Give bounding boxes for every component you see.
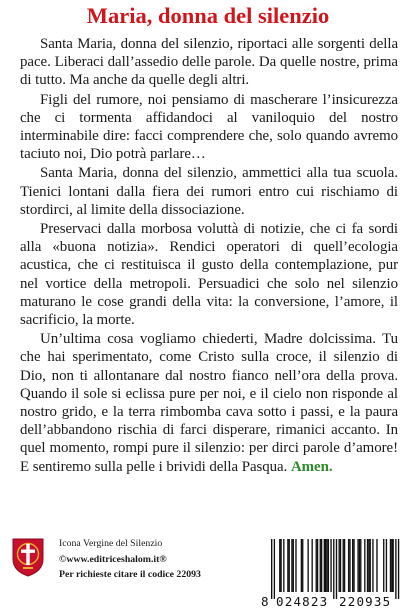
barcode-bar (280, 539, 281, 592)
barcode-bar (376, 539, 377, 592)
barcode-bar (357, 539, 358, 592)
barcode-bar (312, 539, 313, 592)
barcode-bar (393, 539, 394, 592)
barcode-bar (328, 539, 329, 592)
barcode-bar (364, 539, 365, 592)
barcode-bar (391, 539, 392, 592)
barcode-bar (326, 539, 327, 592)
barcode-bar (274, 539, 275, 599)
barcode-bar (295, 539, 296, 592)
barcode-bar (368, 539, 369, 592)
paragraph-3: Santa Maria, donna del silenzio, ammettici alla tua scuola. Tienici lontani dalla fiera dei rumori entro cui rischiamo di stordirci, al limite della dissociazione. (20, 165, 398, 218)
paragraph-2: Figli del rumore, noi pensiamo di mascherare l’insicurezza che ci tormenta affidandoci al vaniloquio del nostro interminabile dire: facci comprendere che, solo quando avremo taciuto noi, Dio potrà parlare… (20, 91, 398, 163)
paragraph-4: Preservaci dalla morbosa voluttà di notizie, che ci fa sordi alla «buona notizia». Rendici operatori di quell’ecologia acustica, che ci restituisca il gusto della contemplazione, pur nel vortice della metropoli. Persuadici che solo nel silenzio maturano le cose grandi della vita: la conversione, l’amore, il sacrificio, la morte. (20, 221, 398, 329)
barcode-bar (289, 539, 290, 592)
barcode-bar (343, 539, 344, 592)
barcode-bar (339, 539, 340, 592)
barcode-left-digits: 024823 (276, 594, 329, 609)
barcode-bar (336, 539, 337, 599)
barcode-bar (320, 539, 321, 592)
footer-info (59, 536, 279, 583)
barcode-bar (333, 539, 334, 599)
prayer-title: Maria, donna del silenzio (86, 3, 330, 28)
shalom-logo-icon (11, 537, 45, 577)
publisher-website: ©www.editriceshalom.it® (59, 553, 167, 565)
barcode-bar (271, 539, 272, 599)
paragraph-1: Santa Maria, donna del silenzio, riportaci alle sorgenti della pace. Liberaci dall’assedio delle parole. Da quelle nostre, prima di tutto. Ma anche da quelle degli altri. (20, 36, 398, 89)
barcode-bar (301, 539, 302, 592)
barcode-bar (390, 539, 391, 592)
barcode-bar (344, 539, 345, 592)
paragraph-5-text: Un’ultima cosa vogliamo chiederti, Madre dolcissima. Tu che hai sperimentato, come Cristo sulla croce, il silenzio di Dio, non ti allontanare dal nostro fianco nell’ora della prova. Quando il sole si eclissa pure per noi, e il cielo non risponde al nostro grido, e la terra rimbomba cava sotto i passi, e la paura dell’abbandono rischia di farci disperare, rimanici accanto. In quel momento, rompi pure il silenzio: per dirci parole d’amore! E sentiremo sulla pelle i brividi della Pasqua. (20, 331, 398, 475)
barcode-bar (395, 539, 396, 599)
barcode-first-digit: 8 (261, 594, 269, 609)
barcode-bar (372, 539, 373, 592)
barcode-bar (398, 539, 399, 599)
barcode-bar (293, 539, 294, 592)
barcode-bar (353, 539, 354, 592)
barcode-bar (316, 539, 317, 592)
barcode-bar (359, 539, 360, 592)
barcode-bar (383, 539, 384, 592)
barcode-bar (330, 539, 331, 592)
barcode-bar (324, 539, 325, 592)
barcode-right-digits: 220935 (339, 594, 392, 609)
barcode-bar (349, 539, 350, 592)
closing-amen: Amen. (290, 458, 333, 475)
barcode-bar (307, 539, 308, 592)
barcode-digits (261, 593, 403, 611)
barcode-bar (283, 539, 284, 592)
ean-barcode (261, 539, 403, 611)
barcode-bar (302, 539, 303, 592)
barcode-bar (321, 539, 322, 592)
footer (0, 536, 416, 614)
barcode-bar (287, 539, 288, 592)
icon-caption: Icona Vergine del Silenzio (59, 538, 163, 549)
barcode-bar (386, 539, 387, 592)
prayer-text (20, 35, 398, 476)
barcode-bar (352, 539, 353, 592)
barcode-bar (279, 539, 280, 592)
barcode-bar (348, 539, 349, 592)
barcode-bar (317, 539, 318, 592)
barcode-bars (261, 539, 403, 599)
barcode-bar (340, 539, 341, 592)
barcode-bar (370, 539, 371, 592)
barcode-bar (367, 539, 368, 592)
barcode-bar (360, 539, 361, 592)
order-code-note: Per richieste citare il codice 22093 (59, 569, 201, 580)
barcode-bar (325, 539, 326, 592)
barcode-bar (291, 539, 292, 592)
paragraph-5 (20, 330, 398, 476)
